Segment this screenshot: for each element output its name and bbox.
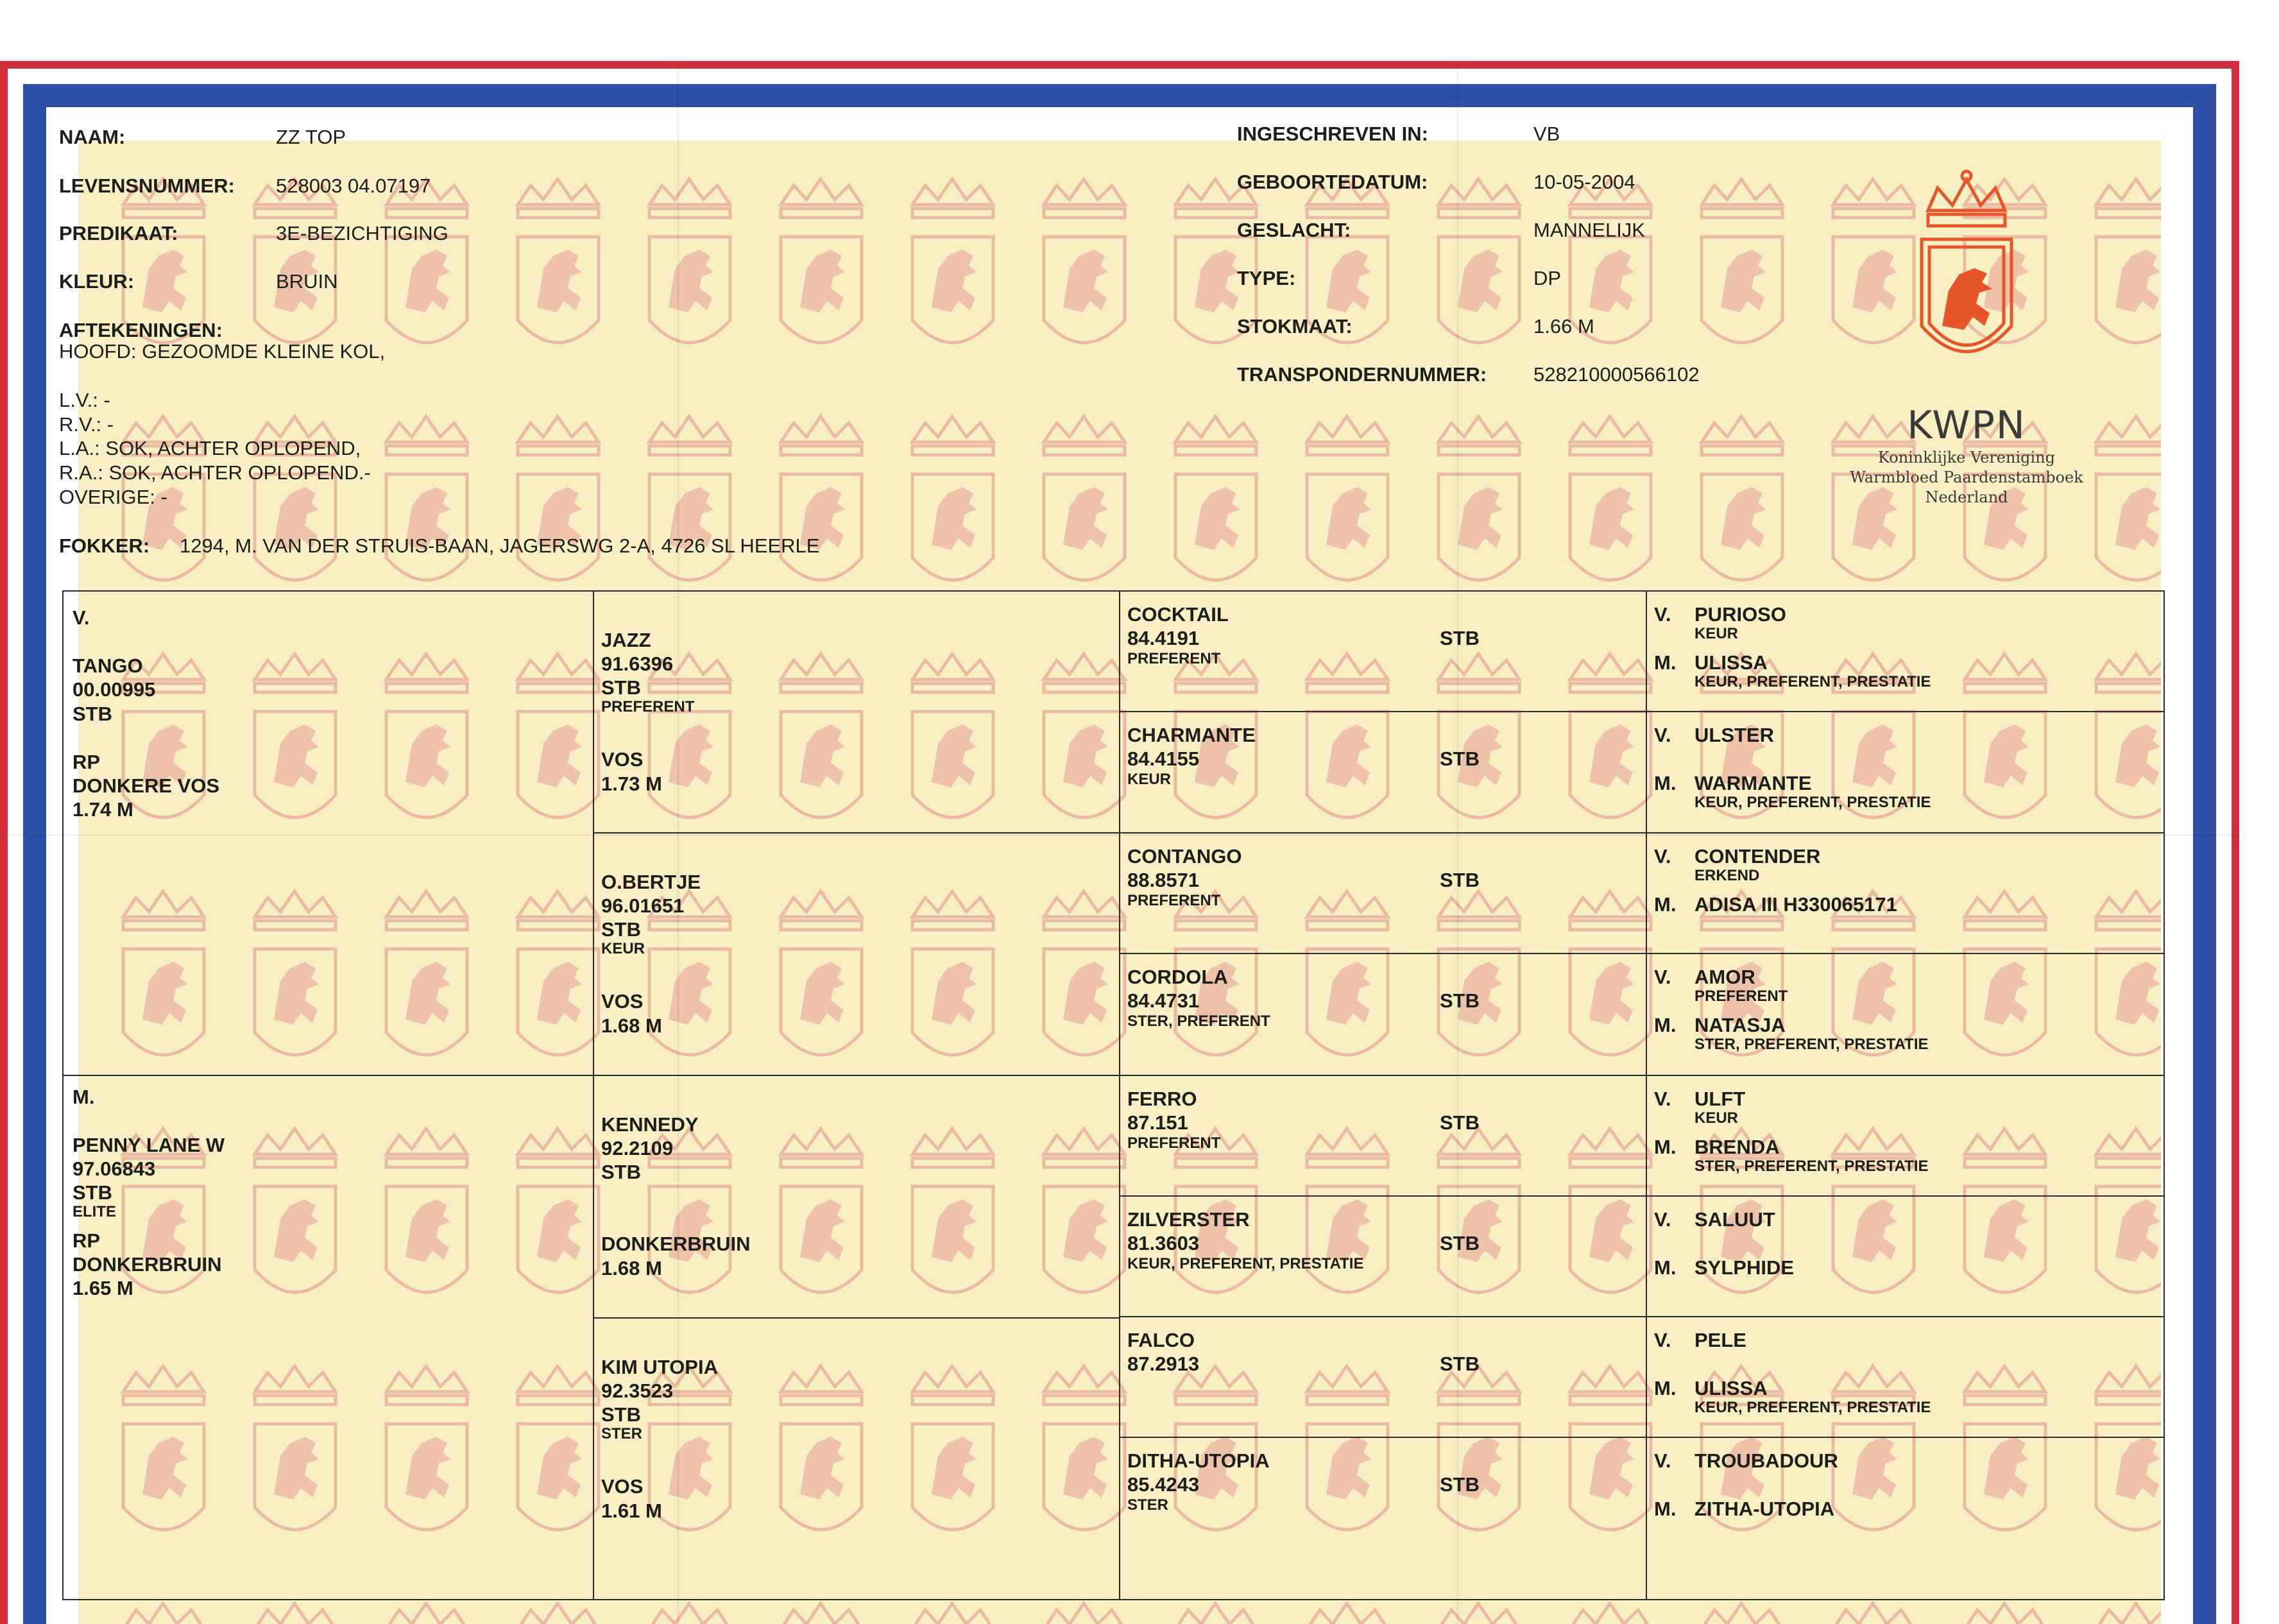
ggg-m-name: ULISSA (1694, 1377, 1768, 1399)
sire-predicate: RP (73, 751, 101, 773)
stokmaat-label: STOKMAAT: (1237, 315, 1353, 338)
fokker-label: FOKKER: (59, 534, 150, 557)
dam-predicate: RP (73, 1229, 101, 1252)
logo-subtitle-1: Koninklijke Vereniging (1877, 449, 2056, 466)
sire-color: DONKERE VOS (73, 774, 220, 797)
ggg-m-tag: M. (1654, 1256, 1677, 1279)
ggg-v-title: KEUR (1694, 1109, 1739, 1127)
ggp-name: FALCO (1127, 1329, 1195, 1351)
ggg-m-tag: M. (1654, 1498, 1677, 1520)
aftekeningen-label: AFTEKENINGEN: (59, 319, 223, 341)
ggg-m-name: WARMANTE (1694, 772, 1812, 794)
ggg-v-tag: V. (1654, 845, 1671, 868)
geslacht-label: GESLACHT: (1237, 219, 1351, 241)
ggg-v-name: ULSTER (1694, 724, 1774, 746)
ggp-title: STER, PREFERENT (1127, 1013, 1270, 1030)
levensnummer-label: LEVENSNUMMER: (59, 175, 235, 197)
type-value: DP (1533, 267, 1562, 289)
ggg-v-name: SALUUT (1694, 1208, 1775, 1231)
aftekening-rv: R.V.: - (59, 413, 114, 436)
ggg-cell (1647, 954, 2164, 1076)
grandparent-title: PREFERENT (601, 698, 695, 715)
kleur-value: BRUIN (276, 270, 338, 293)
ggg-v-title: KEUR (1694, 625, 1739, 642)
ggp-number: 87.151 (1127, 1111, 1188, 1134)
grandparent-number: 92.2109 (601, 1137, 674, 1159)
ggp-number: 84.4731 (1127, 989, 1200, 1012)
ggp-name: CORDOLA (1127, 966, 1228, 988)
grandparent-number: 91.6396 (601, 653, 674, 675)
ggp-book: STB (1440, 748, 1480, 770)
ggg-v-name: PURIOSO (1694, 603, 1786, 626)
ggg-v-tag: V. (1654, 1329, 1671, 1351)
ggg-m-tag: M. (1654, 1377, 1677, 1399)
pedigree-table (62, 590, 2165, 1600)
great-grandparent-cell (1120, 1076, 1647, 1197)
aftekening-la: L.A.: SOK, ACHTER OPLOPEND, (59, 437, 361, 459)
predikaat-label: PREDIKAAT: (59, 222, 178, 244)
ggg-cell (1647, 1317, 2164, 1438)
dam-name: PENNY LANE W (73, 1134, 225, 1156)
ggp-number: 85.4243 (1127, 1473, 1200, 1496)
dam-tag: M. (73, 1086, 95, 1108)
grandparent-title: STER (601, 1425, 643, 1442)
ggp-number: 84.4155 (1127, 748, 1200, 770)
ggg-cell (1647, 833, 2164, 954)
ggp-book: STB (1440, 989, 1480, 1012)
ggg-v-name: CONTENDER (1694, 845, 1821, 868)
ggg-m-tag: M. (1654, 772, 1677, 794)
ggg-m-tag: M. (1654, 1136, 1677, 1158)
dam-height: 1.65 M (73, 1277, 133, 1299)
ggp-name: CHARMANTE (1127, 724, 1256, 746)
ggg-v-tag: V. (1654, 1449, 1671, 1472)
ggp-number: 87.2913 (1127, 1353, 1200, 1375)
great-grandparent-cell (1120, 1438, 1647, 1599)
grandparent-cell (594, 833, 1120, 1076)
ggp-book: STB (1440, 1111, 1480, 1134)
ggg-v-tag: V. (1654, 1088, 1671, 1110)
predikaat-value: 3E-BEZICHTIGING (276, 222, 448, 244)
ggp-name: FERRO (1127, 1088, 1197, 1110)
grandparent-cell (594, 1319, 1120, 1599)
sire-book: STB (73, 703, 112, 725)
grandparent-color: DONKERBRUIN (601, 1233, 751, 1255)
kleur-label: KLEUR: (59, 270, 135, 293)
stokmaat-value: 1.66 M (1533, 315, 1594, 338)
grandparent-cell (594, 1076, 1120, 1319)
ggp-name: CONTANGO (1127, 845, 1242, 868)
grandparent-book: STB (601, 1403, 641, 1426)
grandparent-name: O.BERTJE (601, 871, 701, 893)
ggg-cell (1647, 1197, 2164, 1317)
ggg-m-title: KEUR, PREFERENT, PRESTATIE (1694, 673, 1931, 690)
ggg-m-tag: M. (1654, 651, 1677, 674)
sire-height: 1.74 M (73, 798, 133, 821)
ggp-number: 81.3603 (1127, 1232, 1200, 1254)
grandparent-height: 1.68 M (601, 1014, 662, 1037)
logo-subtitle-2: Warmbloed Paardenstamboek (1850, 468, 2083, 486)
naam-value: ZZ TOP (276, 126, 346, 148)
ggp-book: STB (1440, 869, 1480, 891)
ggg-v-title: PREFERENT (1694, 987, 1788, 1005)
type-label: TYPE: (1237, 267, 1296, 289)
ggp-name: ZILVERSTER (1127, 1208, 1250, 1231)
ggp-book: STB (1440, 1353, 1480, 1375)
ggg-m-name: ULISSA (1694, 651, 1768, 674)
ggg-m-tag: M. (1654, 893, 1677, 916)
grandparent-name: JAZZ (601, 629, 651, 651)
grandparent-height: 1.73 M (601, 773, 662, 795)
grandparent-cell (594, 592, 1120, 833)
ggg-v-tag: V. (1654, 1208, 1671, 1231)
ggp-number: 88.8571 (1127, 869, 1200, 891)
geboortedatum-value: 10-05-2004 (1533, 171, 1635, 193)
grandparent-name: KENNEDY (601, 1113, 699, 1136)
naam-label: NAAM: (59, 126, 126, 148)
ggg-m-title: KEUR, PREFERENT, PRESTATIE (1694, 794, 1931, 811)
ggp-title: PREFERENT (1127, 1134, 1221, 1152)
ggg-v-name: ULFT (1694, 1088, 1746, 1110)
great-grandparent-cell (1120, 833, 1647, 954)
grandparent-name: KIM UTOPIA (601, 1356, 718, 1378)
aftekening-hoofd: HOOFD: GEZOOMDE KLEINE KOL, (59, 340, 386, 363)
grandparent-book: STB (601, 1161, 641, 1183)
grandparent-title: KEUR (601, 940, 645, 957)
lion-crest-icon (1902, 166, 2031, 371)
ggg-v-name: AMOR (1694, 966, 1755, 988)
ggg-m-title: STER, PREFERENT, PRESTATIE (1694, 1036, 1929, 1053)
ggg-cell (1647, 712, 2164, 833)
ggg-v-name: PELE (1694, 1329, 1746, 1351)
ggg-cell (1647, 1438, 2164, 1599)
levensnummer-value: 528003 04.07197 (276, 175, 431, 197)
ggg-m-title: KEUR, PREFERENT, PRESTATIE (1694, 1399, 1931, 1416)
dam-color: DONKERBRUIN (73, 1253, 222, 1276)
aftekening-ra: R.A.: SOK, ACHTER OPLOPEND.- (59, 461, 371, 484)
aftekening-lv: L.V.: - (59, 389, 110, 411)
dam-number: 97.06843 (73, 1158, 156, 1180)
logo-brand: KWPN (1907, 403, 2026, 448)
ggp-title: KEUR (1127, 771, 1172, 788)
grandparent-book: STB (601, 676, 641, 699)
ggg-cell (1647, 1076, 2164, 1197)
great-grandparent-cell (1120, 1197, 1647, 1317)
grandparent-number: 96.01651 (601, 894, 685, 917)
geslacht-value: MANNELIJK (1533, 219, 1645, 241)
geboortedatum-label: GEBOORTEDATUM: (1237, 171, 1428, 193)
ggg-m-tag: M. (1654, 1014, 1677, 1036)
ggg-v-tag: V. (1654, 724, 1671, 746)
dam-book: STB (73, 1181, 112, 1204)
grandparent-book: STB (601, 918, 641, 941)
great-grandparent-cell (1120, 954, 1647, 1076)
ingeschreven-value: VB (1533, 123, 1560, 145)
sire-name: TANGO (73, 654, 143, 677)
fokker-value: 1294, M. VAN DER STRUIS-BAAN, JAGERSWG 2-A, 4726 SL HEERLE (180, 534, 820, 557)
grandparent-number: 92.3523 (601, 1380, 674, 1402)
grandparent-color: VOS (601, 1475, 644, 1498)
great-grandparent-cell (1120, 712, 1647, 833)
transponder-value: 528210000566102 (1533, 363, 1700, 386)
grandparent-color: VOS (601, 990, 644, 1013)
logo-subtitle-3: Nederland (1925, 488, 2008, 506)
transponder-label: TRANSPONDERNUMMER: (1237, 363, 1487, 386)
grandparent-color: VOS (601, 748, 644, 771)
ggg-v-tag: V. (1654, 966, 1671, 988)
ggp-book: STB (1440, 627, 1480, 649)
aftekening-overige: OVERIGE: - (59, 486, 167, 508)
ggg-m-name: ADISA III H330065171 (1694, 893, 1897, 916)
sire-tag: V. (73, 606, 90, 629)
dam-title: ELITE (73, 1203, 117, 1220)
great-grandparent-cell (1120, 1317, 1647, 1438)
grandparent-height: 1.68 M (601, 1257, 662, 1279)
ggg-m-name: SYLPHIDE (1694, 1256, 1795, 1279)
ggp-name: DITHA-UTOPIA (1127, 1449, 1270, 1472)
ggp-title: PREFERENT (1127, 892, 1221, 909)
sire-cell (64, 592, 594, 1076)
ggg-v-tag: V. (1654, 603, 1671, 626)
ggg-cell (1647, 592, 2164, 712)
ggp-book: STB (1440, 1473, 1480, 1496)
ggg-m-name: ZITHA-UTOPIA (1694, 1498, 1835, 1520)
ggg-v-name: TROUBADOUR (1694, 1449, 1838, 1472)
ggg-m-name: NATASJA (1694, 1014, 1786, 1036)
ggp-title: STER (1127, 1496, 1169, 1514)
great-grandparent-cell (1120, 592, 1647, 712)
ggg-m-name: BRENDA (1694, 1136, 1780, 1158)
ggp-book: STB (1440, 1232, 1480, 1254)
grandparent-height: 1.61 M (601, 1500, 662, 1522)
ggg-v-title: ERKEND (1694, 867, 1760, 884)
ggp-number: 84.4191 (1127, 627, 1200, 649)
sire-number: 00.00995 (73, 678, 156, 701)
ggp-name: COCKTAIL (1127, 603, 1229, 626)
ggp-title: PREFERENT (1127, 650, 1221, 667)
ingeschreven-label: INGESCHREVEN IN: (1237, 123, 1428, 145)
ggg-m-title: STER, PREFERENT, PRESTATIE (1694, 1158, 1929, 1175)
dam-cell (64, 1076, 594, 1599)
kwpn-logo (1848, 166, 2085, 512)
ggp-title: KEUR, PREFERENT, PRESTATIE (1127, 1255, 1364, 1272)
